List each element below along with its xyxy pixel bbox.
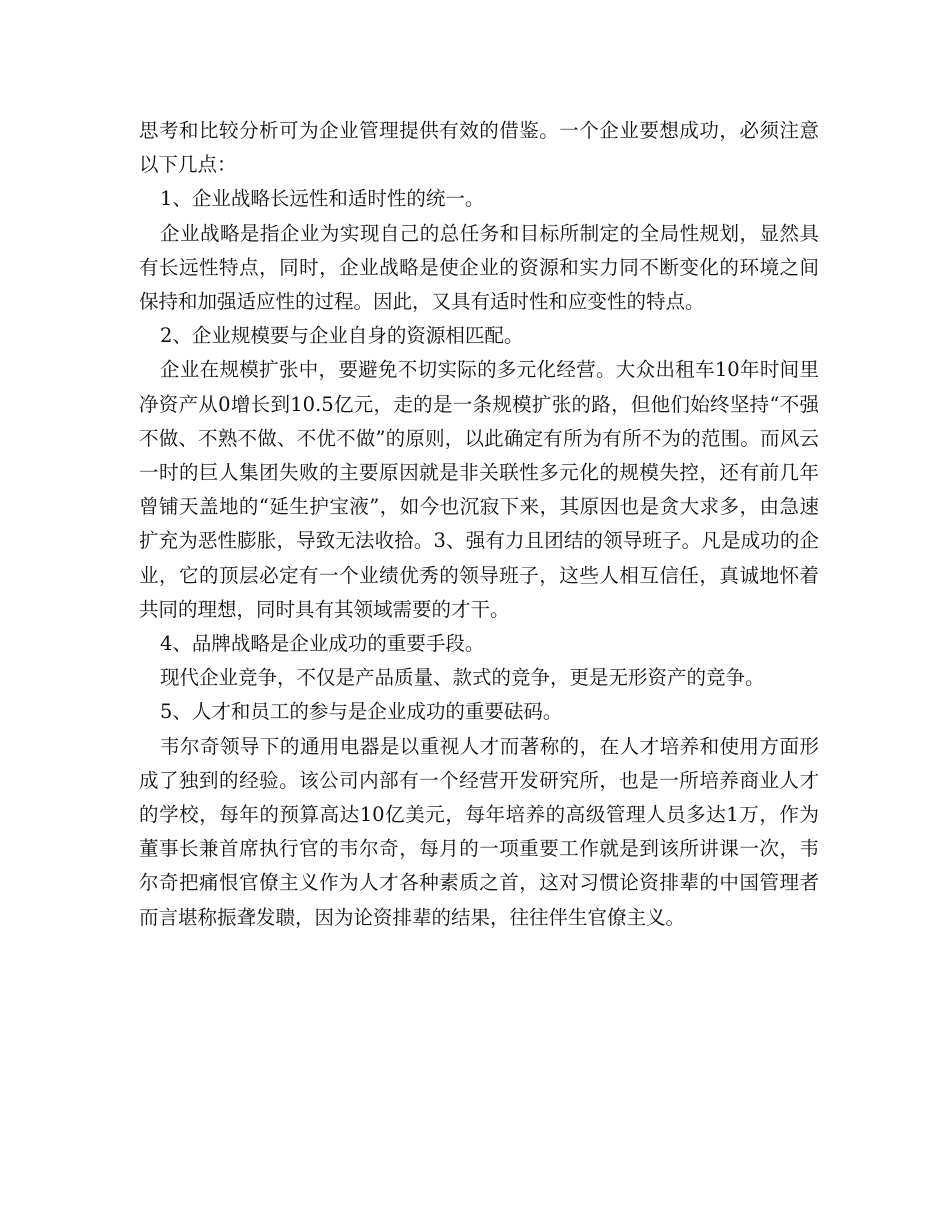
point-heading-5: 5、人才和员工的参与是企业成功的重要砝码。	[160, 700, 563, 724]
point-body-1: 企业战略是指企业为实现自己的总任务和目标所制定的全局性规划，显然具有长远性特点，同时，企业战略是使企业的资源和实力同不断变化的环境之间保持和加强适应性的过程。因此，又具有适时性和应变性的特点。	[139, 221, 819, 314]
point-heading-2: 2、企业规模要与企业自身的资源相匹配。	[160, 324, 524, 348]
point-body-5: 韦尔奇领导下的通用电器是以重视人才而著称的，在人才培养和使用方面形成了独到的经验。该公司内部有一个经营开发研究所，也是一所培养商业人才的学校，每年的预算高达10亿美元，每年培养的高级管理人员多达1万，作为董事长兼首席执行官的韦尔奇，每月的一项重要工作就是到该所讲课一次，韦尔奇把痛恨官僚主义作为人才各种素质之首，这对习惯论资排辈的中国管理者而言堪称振聋发聩，因为论资排辈的结果，往往伴生官僚主义。	[139, 734, 819, 929]
intro-paragraph: 思考和比较分析可为企业管理提供有效的借鉴。一个企业要想成功，必须注意以下几点：	[139, 119, 819, 177]
point-heading-4: 4、品牌战略是企业成功的重要手段。	[160, 632, 485, 656]
point-body-2: 企业在规模扩张中，要避免不切实际的多元化经营。大众出租车10年时间里净资产从0增长到10.5亿元，走的是一条规模扩张的路，但他们始终坚持“不强不做、不熟不做、不优不做”的原则，以此确定有所为有所不为的范围。而风云一时的巨人集团失败的主要原因就是非关联性多元化的规模失控，还有前几年曾铺天盖地的“延生护宝液”，如今也沉寂下来，其原因也是贪大求多，由急速扩充为恶性膨胀，导致无法收拾。3、强有力且团结的领导班子。凡是成功的企业，它的顶层必定有一个业绩优秀的领导班子，这些人相互信任，真诚地怀着共同的理想，同时具有其领域需要的才干。	[139, 358, 819, 621]
point-body-4: 现代企业竞争，不仅是产品质量、款式的竞争，更是无形资产的竞争。	[160, 666, 765, 690]
point-heading-1: 1、企业战略长远性和适时性的统一。	[160, 187, 485, 211]
document-body	[139, 114, 819, 935]
